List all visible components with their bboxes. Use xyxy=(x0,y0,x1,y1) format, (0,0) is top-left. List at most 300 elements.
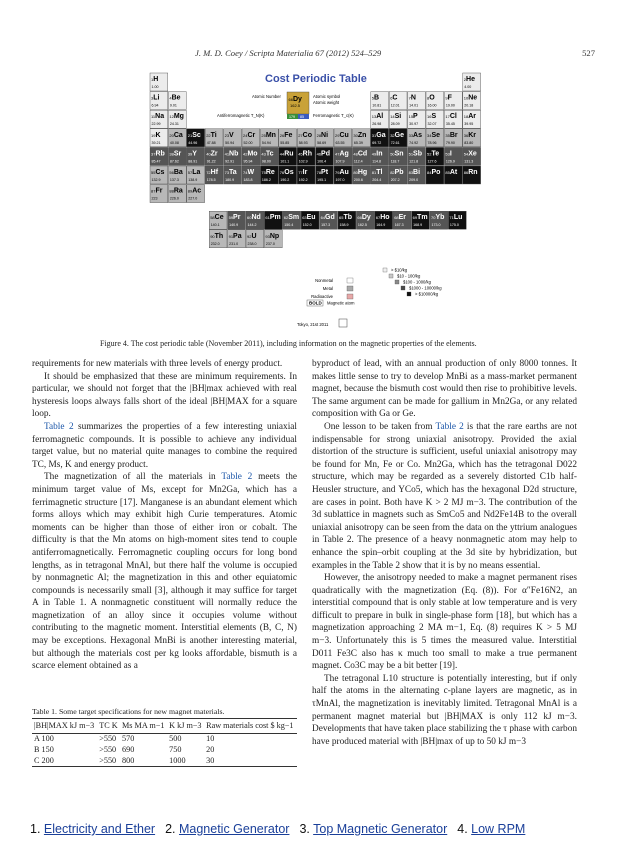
paragraph: It should be emphasized that these are minimum requirements. In particular, we should not forget that the |BH|max achieved with real hysteresis loops always falls short of the ideal |BH|MAX for a square loop. xyxy=(32,371,297,420)
atomic-number: 24 xyxy=(243,132,248,138)
atomic-weight: 132.9 xyxy=(151,178,161,182)
symbol: Fe xyxy=(284,131,293,139)
element-symbol xyxy=(335,132,349,139)
atomic-number: 45 xyxy=(298,151,303,157)
element-cell-o xyxy=(426,92,444,110)
atomic-number: 77 xyxy=(298,170,303,175)
symbol: Nb xyxy=(229,150,239,158)
element-cell-au xyxy=(334,166,352,184)
legend-tn: 179 xyxy=(289,115,295,119)
symbol: K xyxy=(155,131,161,139)
atomic-weight: 4.00 xyxy=(464,85,472,89)
element-symbol xyxy=(298,169,307,176)
symbol: Li xyxy=(153,94,160,102)
element-cell-nd xyxy=(246,211,264,229)
atomic-number: 25 xyxy=(261,132,266,138)
atomic-weight: 162.5 xyxy=(357,223,367,228)
table-header-cell: TC K xyxy=(97,719,120,734)
element-cell-v xyxy=(224,129,242,147)
element-symbol xyxy=(243,169,254,176)
symbol: He xyxy=(466,76,475,83)
atomic-weight: 28.09 xyxy=(390,122,400,127)
symbol: I xyxy=(449,150,452,158)
symbol: Cd xyxy=(357,150,368,158)
atomic-weight: 6.94 xyxy=(151,103,159,108)
symbol: Ru xyxy=(284,150,294,158)
atomic-weight: 14.01 xyxy=(409,103,419,108)
element-cell-bi xyxy=(408,166,426,184)
symbol: U xyxy=(251,232,257,240)
atomic-number: 12 xyxy=(169,114,174,120)
footer-link[interactable]: Electricity and Ether xyxy=(43,822,156,836)
element-symbol xyxy=(151,169,165,176)
atomic-number: 48 xyxy=(353,151,358,157)
element-cell-se xyxy=(426,129,444,147)
atomic-weight: 192.2 xyxy=(298,178,308,182)
element-cell-ba xyxy=(168,166,186,184)
element-cell-mn xyxy=(260,129,278,147)
atomic-number: 91 xyxy=(228,233,234,239)
atomic-weight: 98.00 xyxy=(261,159,271,164)
table-cell: >550 xyxy=(97,756,120,767)
footer-link[interactable]: Magnetic Generator xyxy=(178,822,290,836)
element-cell-fr xyxy=(150,185,168,203)
target-spec-table xyxy=(32,718,297,767)
atomic-number: 4 xyxy=(169,95,172,101)
atomic-number: 82 xyxy=(390,170,395,175)
symbol: Sn xyxy=(394,150,404,158)
atomic-number: 84 xyxy=(427,170,432,175)
atomic-weight: 74.92 xyxy=(409,140,419,145)
atomic-number: 78 xyxy=(316,170,322,175)
table-row xyxy=(32,745,297,756)
atomic-number: 68 xyxy=(394,215,399,221)
element-symbol xyxy=(206,132,217,139)
atomic-weight: 107.9 xyxy=(335,159,345,164)
atomic-weight: 164.9 xyxy=(376,223,386,228)
price-swatch xyxy=(401,286,405,290)
symbol: Sc xyxy=(192,131,201,139)
atomic-number: 35 xyxy=(445,132,450,138)
element-symbol xyxy=(409,113,418,120)
table-header-cell: |BH|MAX kJ m−3 xyxy=(32,719,97,734)
symbol: Xe xyxy=(468,150,477,158)
symbol: Yb xyxy=(435,214,445,222)
atomic-weight: 227.0 xyxy=(188,196,198,201)
element-symbol xyxy=(464,95,478,102)
legend-tc: 85 xyxy=(300,115,304,119)
atomic-number: 9 xyxy=(445,95,448,101)
atomic-weight: 140.9 xyxy=(229,223,239,228)
symbol: Ir xyxy=(302,169,308,176)
magnetic-atom-label: Magnetic atom xyxy=(327,300,355,306)
running-title: J. M. D. Coey / Scripta Materialia 67 (2012) 524–529 xyxy=(195,48,382,58)
atomic-number: 60 xyxy=(247,215,252,221)
atomic-weight: 207.2 xyxy=(390,178,400,182)
element-cell-hf xyxy=(205,166,223,184)
atomic-number: 88 xyxy=(169,188,174,194)
element-cell-cr xyxy=(242,129,260,147)
atomic-weight: 180.9 xyxy=(225,178,235,182)
element-symbol xyxy=(188,169,201,176)
left-column xyxy=(32,358,297,673)
category-swatch xyxy=(347,278,353,283)
element-symbol xyxy=(188,188,202,195)
atomic-number: 81 xyxy=(371,170,377,175)
atomic-number: 65 xyxy=(339,215,344,221)
atomic-weight: 112.4 xyxy=(353,159,363,164)
atomic-number: 63 xyxy=(302,215,307,221)
atomic-weight: 54.94 xyxy=(261,140,271,145)
symbol: S xyxy=(431,113,437,121)
symbol: Tm xyxy=(417,214,428,222)
table-link[interactable]: Table 2 xyxy=(221,472,253,483)
atomic-weight: 92.91 xyxy=(225,159,235,164)
element-cell-rn xyxy=(463,166,481,184)
atomic-weight: 26.98 xyxy=(372,122,382,127)
element-symbol xyxy=(169,132,183,139)
element-symbol xyxy=(169,169,183,176)
price-scale-label: > $10000/kg xyxy=(415,291,439,297)
price-scale-label: $100 - 1000/kg xyxy=(403,279,431,285)
symbol: Si xyxy=(394,113,402,121)
element-cell-th xyxy=(209,230,227,248)
atomic-weight: 232.0 xyxy=(210,241,220,246)
atomic-number: 76 xyxy=(279,170,285,175)
symbol: At xyxy=(449,169,458,176)
element-cell-te xyxy=(426,147,444,165)
atomic-number: 51 xyxy=(408,151,414,157)
element-symbol xyxy=(445,169,458,176)
legend-label-fm: Ferromagnetic T_c(K) xyxy=(313,113,354,118)
table-cell: 30 xyxy=(204,756,297,767)
element-cell-rh xyxy=(297,147,315,165)
footer-link-number: 1. xyxy=(30,822,44,836)
table-cell: B 150 xyxy=(34,744,54,754)
atomic-number: 42 xyxy=(243,151,248,157)
symbol: Ti xyxy=(210,131,217,139)
atomic-number: 10 xyxy=(463,95,469,101)
pre-text: The magnetization of all the materials in xyxy=(44,472,222,483)
atomic-number: 7 xyxy=(408,95,411,101)
element-symbol xyxy=(280,169,294,176)
element-symbol xyxy=(353,132,366,139)
element-cell-rb xyxy=(150,147,168,165)
price-swatch xyxy=(395,280,399,284)
atomic-number: 93 xyxy=(265,233,270,239)
atomic-number: 11 xyxy=(151,114,156,120)
element-cell-br xyxy=(444,129,462,147)
atomic-number: 43 xyxy=(261,151,266,157)
price-scale-label: $10 - 100/kg xyxy=(397,273,421,279)
symbol: Ni xyxy=(321,131,329,139)
symbol: Ne xyxy=(468,94,478,102)
element-symbol xyxy=(280,132,293,139)
atomic-number: 57 xyxy=(187,170,193,175)
table-header-cell: K kJ m−3 xyxy=(167,719,204,734)
element-symbol xyxy=(390,132,404,139)
atomic-number: 39 xyxy=(187,151,193,157)
element-cell-sr xyxy=(168,147,186,165)
element-symbol xyxy=(247,233,257,240)
atomic-weight: 65.39 xyxy=(353,140,363,145)
atomic-weight: 138.9 xyxy=(188,178,198,182)
atomic-weight: 158.9 xyxy=(339,223,349,228)
element-cell-er xyxy=(393,211,411,229)
element-symbol xyxy=(372,113,384,120)
symbol: Np xyxy=(269,232,280,240)
symbol: Pr xyxy=(233,214,241,222)
table-header-cell: Raw materials cost $ kg−1 xyxy=(204,719,297,734)
atomic-number: 23 xyxy=(224,132,230,138)
atomic-number: 62 xyxy=(283,215,289,221)
atomic-weight: 173.0 xyxy=(431,223,441,228)
symbol: Tl xyxy=(376,169,383,176)
atomic-number: 89 xyxy=(187,188,193,194)
element-cell-h xyxy=(150,73,168,91)
element-symbol xyxy=(261,169,275,176)
atomic-number: 73 xyxy=(224,170,230,175)
atomic-number: 46 xyxy=(316,151,322,157)
symbol: Ba xyxy=(173,169,183,176)
symbol: Tb xyxy=(343,214,353,222)
atomic-number: 80 xyxy=(353,170,358,175)
element-cell-tl xyxy=(371,166,389,184)
symbol: Ra xyxy=(173,187,183,195)
symbol: Zn xyxy=(357,131,367,139)
atomic-number: 8 xyxy=(427,95,430,101)
atomic-weight: 69.72 xyxy=(372,140,382,145)
atomic-number: 52 xyxy=(427,151,432,157)
element-symbol xyxy=(335,169,349,176)
atomic-number: 15 xyxy=(408,114,414,120)
element-symbol xyxy=(464,169,478,176)
element-symbol xyxy=(225,150,239,157)
figure-caption: Figure 4. The cost periodic table (November 2011), including information on the magnetic properties of the elements. xyxy=(100,339,477,348)
atomic-number: 14 xyxy=(390,114,395,120)
footer-links xyxy=(30,822,630,836)
atomic-weight: 16.00 xyxy=(427,103,437,108)
element-symbol xyxy=(169,113,184,120)
element-cell-os xyxy=(279,166,297,184)
element-cell-cs xyxy=(150,166,168,184)
element-symbol xyxy=(339,214,352,221)
table-cell: 690 xyxy=(122,744,135,754)
atomic-weight: 195.1 xyxy=(317,178,327,182)
atomic-weight: 157.3 xyxy=(321,223,331,228)
atomic-number: 21 xyxy=(187,132,193,138)
atomic-number: 30 xyxy=(353,132,358,138)
atomic-weight: 87.62 xyxy=(169,159,179,164)
atomic-weight: 118.7 xyxy=(390,159,400,164)
atomic-weight: 10.81 xyxy=(372,103,382,108)
atomic-weight: 39.21 xyxy=(151,140,161,145)
symbol: Se xyxy=(431,131,441,139)
atomic-number: 47 xyxy=(335,151,340,157)
table-cell: 570 xyxy=(122,734,135,743)
atomic-number: 53 xyxy=(445,151,450,157)
element-symbol xyxy=(390,169,403,176)
symbol: Ag xyxy=(339,150,349,158)
element-cell-be xyxy=(168,92,186,110)
atomic-weight: 47.88 xyxy=(206,140,216,145)
atomic-number: 92 xyxy=(247,233,252,239)
atomic-number: 64 xyxy=(320,215,326,221)
category-label: Metal xyxy=(322,286,333,291)
date-box xyxy=(339,319,347,327)
footer-link[interactable]: Low RPM xyxy=(471,822,526,836)
element-symbol xyxy=(188,150,197,157)
element-symbol xyxy=(449,214,462,221)
footer-link[interactable]: Top Magnetic Generator xyxy=(313,822,448,836)
element-cell-ag xyxy=(334,147,352,165)
atomic-weight: 55.85 xyxy=(280,140,290,145)
symbol: Co xyxy=(302,131,312,139)
symbol: Kr xyxy=(468,131,477,139)
paragraph xyxy=(32,471,297,673)
symbol: Ta xyxy=(229,169,237,176)
element-symbol xyxy=(225,169,237,176)
atomic-number: 20 xyxy=(169,132,174,138)
footer-link-number: 2. xyxy=(165,822,179,836)
atomic-number: 49 xyxy=(371,151,377,157)
element-cell-ce xyxy=(209,211,227,229)
atomic-number: 69 xyxy=(412,215,418,221)
element-cell-re xyxy=(260,166,278,184)
atomic-weight: 106.4 xyxy=(317,159,327,164)
element-symbol xyxy=(427,113,436,120)
element-cell-ac xyxy=(187,185,205,203)
symbol: Ga xyxy=(376,131,386,139)
symbol: Cl xyxy=(449,113,457,121)
element-symbol xyxy=(353,169,367,176)
atomic-weight: 168.9 xyxy=(413,223,423,228)
atomic-weight: 231.0 xyxy=(229,241,239,246)
atomic-weight: 237.0 xyxy=(265,241,275,246)
price-scale-label: $1000 - 10000/kg xyxy=(409,285,442,291)
symbol: Rh xyxy=(302,150,312,158)
element-cell-ru xyxy=(279,147,297,165)
symbol: B xyxy=(374,94,380,102)
element-cell-pd xyxy=(316,147,334,165)
symbol: V xyxy=(229,131,234,139)
footer-link-item xyxy=(457,822,527,836)
atomic-number: 85 xyxy=(445,170,450,175)
atomic-number: 3 xyxy=(151,95,154,101)
legend-label-atomic-symbol: Atomic symbol xyxy=(313,94,341,99)
symbol: La xyxy=(192,169,201,176)
element-cell-hg xyxy=(352,166,370,184)
atomic-weight: 197.0 xyxy=(335,178,345,182)
symbol: Hf xyxy=(210,169,219,176)
element-cell-pr xyxy=(228,211,246,229)
atomic-number: 59 xyxy=(228,215,234,221)
symbol: Sb xyxy=(413,150,423,158)
element-cell-pt xyxy=(316,166,334,184)
atomic-weight: 39.95 xyxy=(464,122,474,127)
element-symbol xyxy=(394,214,406,221)
element-symbol xyxy=(464,113,477,120)
symbol: Mg xyxy=(173,113,184,121)
element-cell-ni xyxy=(316,129,334,147)
atomic-number: 28 xyxy=(316,132,322,138)
element-symbol xyxy=(335,150,349,157)
symbol: Re xyxy=(265,169,275,176)
element-cell-s xyxy=(426,110,444,128)
element-cell-pm xyxy=(264,211,282,229)
element-cell-co xyxy=(297,129,315,147)
element-symbol xyxy=(427,150,439,157)
element-symbol xyxy=(409,150,422,157)
symbol: Na xyxy=(155,113,165,121)
atomic-number: 72 xyxy=(206,170,211,175)
atomic-weight: 178.5 xyxy=(206,178,216,182)
table-cell: 500 xyxy=(169,734,182,743)
element-cell-sc xyxy=(187,129,205,147)
element-cell-w xyxy=(242,166,260,184)
element-cell-ra xyxy=(168,185,186,203)
bold-label: BOLD xyxy=(309,300,322,306)
atomic-weight: 32.07 xyxy=(427,122,437,127)
atomic-weight: 12.01 xyxy=(390,103,400,108)
element-cell-al xyxy=(371,110,389,128)
symbol: Sm xyxy=(288,214,300,222)
atomic-weight: 190.2 xyxy=(280,178,290,182)
element-cell-ir xyxy=(297,166,315,184)
element-symbol xyxy=(210,214,224,221)
element-symbol xyxy=(298,132,312,139)
atomic-number: 13 xyxy=(371,114,377,120)
atomic-number: 58 xyxy=(210,215,215,221)
atomic-weight: 78.96 xyxy=(427,140,437,145)
element-cell-in xyxy=(371,147,389,165)
atomic-weight: 121.8 xyxy=(409,159,419,164)
element-cell-li xyxy=(150,92,168,110)
legend-example-sym: Dy xyxy=(292,96,302,103)
symbol: Br xyxy=(449,131,458,139)
table-link[interactable]: Table 2 xyxy=(44,421,74,432)
element-symbol xyxy=(445,95,452,102)
table-row xyxy=(32,734,297,745)
element-cell-tm xyxy=(412,211,430,229)
element-symbol xyxy=(431,214,444,221)
symbol: Rb xyxy=(155,150,165,158)
element-symbol xyxy=(464,150,477,157)
symbol: Rn xyxy=(468,169,478,176)
legend-example-weight: 162.5 xyxy=(290,103,301,108)
atomic-weight: 140.1 xyxy=(210,223,220,228)
legend-example-symbol xyxy=(289,96,303,103)
element-cell-tc xyxy=(260,147,278,165)
atomic-number: 79 xyxy=(335,170,340,175)
element-symbol xyxy=(225,132,234,139)
element-cell-cl xyxy=(444,110,462,128)
element-cell-fe xyxy=(279,129,297,147)
atomic-number: 67 xyxy=(375,215,381,221)
atomic-weight: 91.22 xyxy=(206,159,216,164)
footer-link-item xyxy=(30,822,157,836)
element-symbol xyxy=(413,214,428,221)
element-cell-tb xyxy=(338,211,356,229)
paragraph: The tetragonal L10 structure is potentially interesting, but if only half the atoms in the alternating c-plane layers are magnetic, as in τMnAl, the magnetization is inevitably limited. Tetragonal MnAl is a permanent magnet material but |BH|MAX is only 112 kJ m−3. Developments that have taken place stabilizing the τ phase with carbon have produced material with |BH|max of up to 50 kJ m−3 xyxy=(312,673,577,747)
element-cell-lu xyxy=(448,211,466,229)
atomic-weight: 144.2 xyxy=(247,223,257,228)
element-cell-zr xyxy=(205,147,223,165)
atomic-number: 19 xyxy=(151,132,156,138)
element-symbol xyxy=(210,233,223,240)
table-link[interactable]: Table 2 xyxy=(435,421,464,432)
category-swatch xyxy=(347,286,353,291)
